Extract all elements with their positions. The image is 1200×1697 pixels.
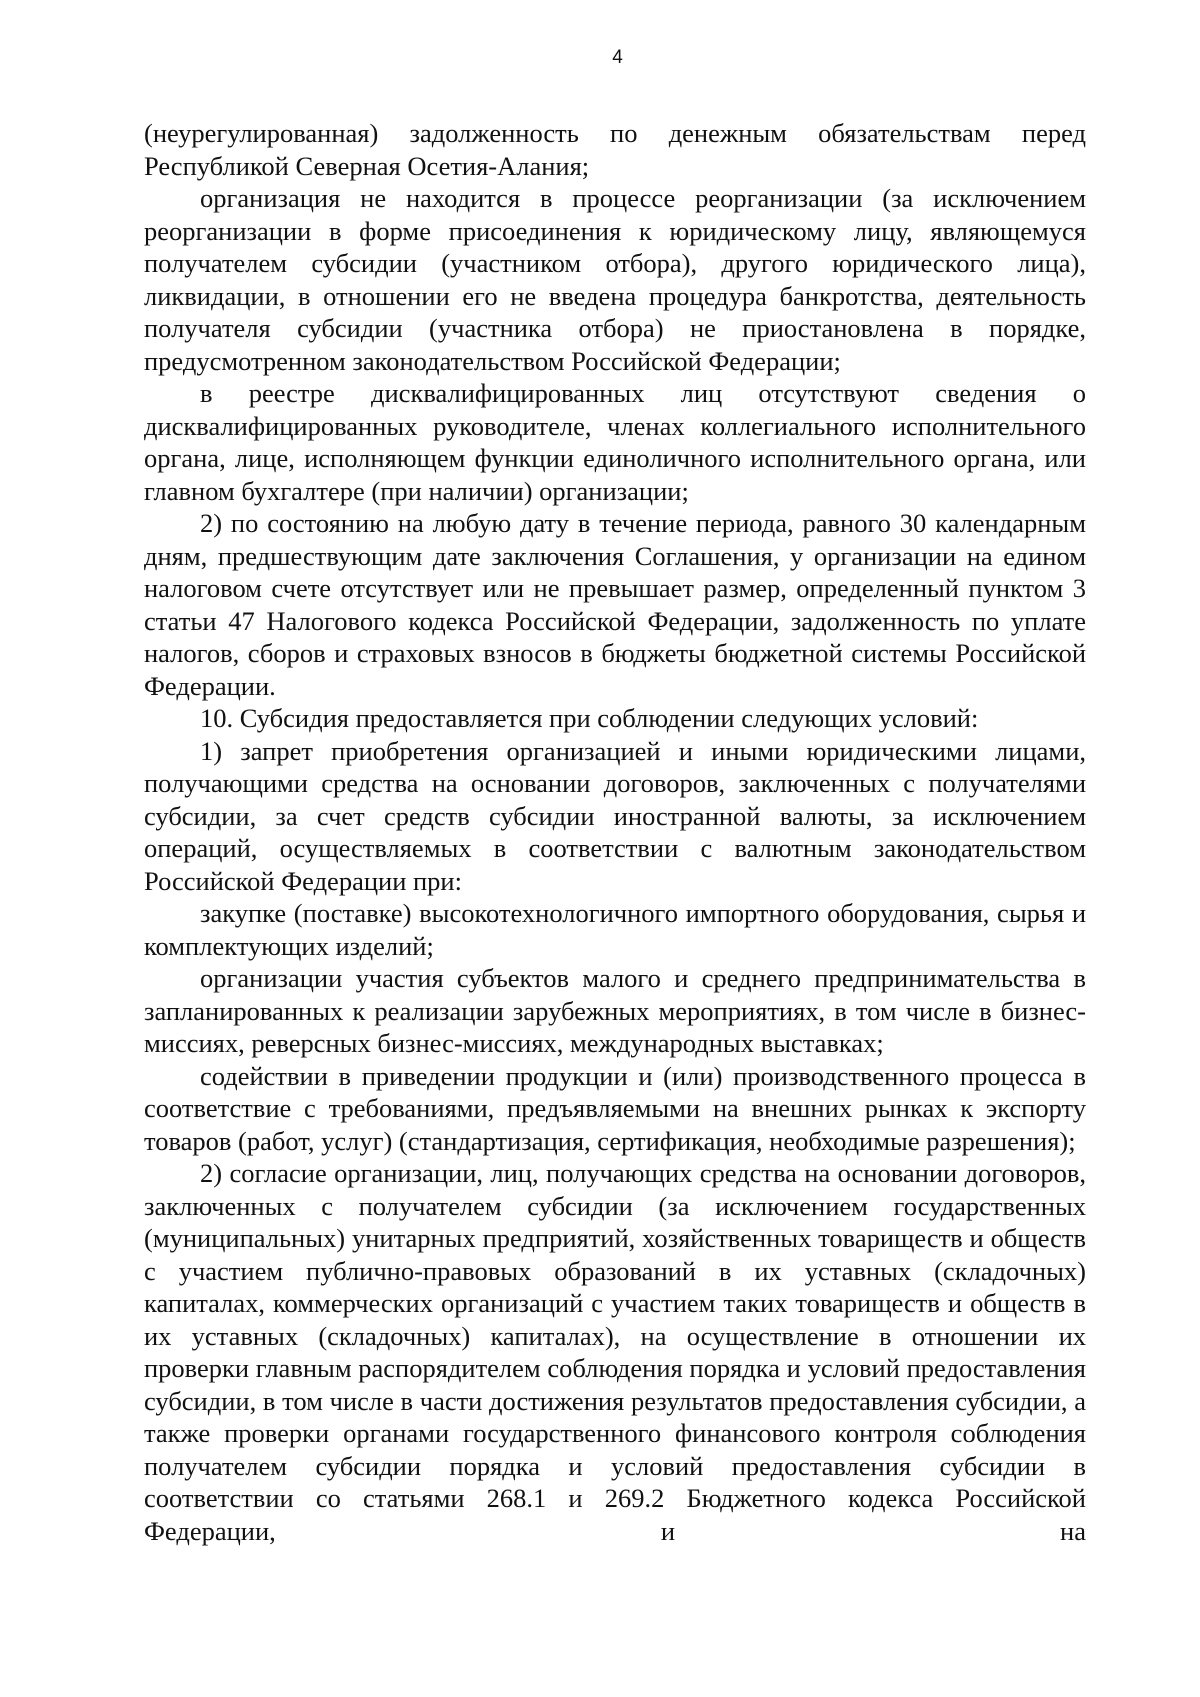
paragraph-product-compliance: содействии в приведении продукции и (или) производственного процесса в соответствие с требованиями, предъявляемыми на внешних рынках к экспорту товаров (работ, услуг) (стандартизация, сертификация, необходимые разрешения); [144, 1060, 1086, 1156]
paragraph-section-10-heading: 10. Субсидия предоставляется при соблюдении следующих условий: [200, 703, 979, 733]
paragraph-currency-ban: 1) запрет приобретения организацией и иными юридическими лицами, получающими средства на основании договоров, заключенных с получателями субсидии, за счет средств субсидии иностранной валюты, за исключением операций, осуществляемых в соответствии с валютным законодательством Российской Федерации при: [144, 735, 1086, 896]
paragraph-equipment-purchase: закупке (поставке) высокотехнологичного импортного оборудования, сырья и комплектующих изделий; [144, 898, 1086, 961]
page-number: 4 [612, 47, 623, 68]
paragraph-sme-events: организации участия субъектов малого и среднего предпринимательства в запланированных к реализации зарубежных мероприятиях, в том числе в бизнес-миссиях, реверсных бизнес-миссиях, международных выставках; [144, 963, 1086, 1058]
paragraph-no-reorganization: организация не находится в процессе реорганизации (за исключением реорганизации в форме присоединения к юридическому лицу, являющемуся получателем субсидии (участником отбора), другого юридического лица), ликвидации, в отношении его не введена процедура банкротства, деятельность получателя субсидии (участника отбора) не приостановлена в порядке, предусмотренном законодательством Российской Федерации; [144, 183, 1086, 376]
paragraph-debt-continuation: (неурегулированная) задолженность по денежным обязательствам перед Республикой Северная Осетия-Алания; [144, 118, 1086, 181]
paragraph-tax-account: 2) по состоянию на любую дату в течение периода, равного 30 календарным дням, предшествующим дате заключения Соглашения, у организации на едином налоговом счете отсутствует или не превышает размер, определенный пунктом 3 статьи 47 Налогового кодекса Российской Федерации, задолженность по уплате налогов, сборов и страховых взносов в бюджеты бюджетной системы Российской Федерации. [144, 508, 1086, 701]
paragraph-disqualified-persons: в реестре дисквалифицированных лиц отсутствуют сведения о дисквалифицированных руководителе, членах коллегиального исполнительного органа, лице, исполняющем функции единоличного исполнительного органа, или главном бухгалтере (при наличии) организации; [144, 378, 1086, 506]
paragraph-inspection-consent: 2) согласие организации, лиц, получающих средства на основании договоров, заключенных с получателем субсидии (за исключением государственных (муниципальных) унитарных предприятий, хозяйственных товариществ и обществ с участием публично-правовых образований в их уставных (складочных) капиталах, коммерческих организаций с участием таких товариществ и обществ в их уставных (складочных) капиталах), на осуществление в отношении их проверки главным распорядителем соблюдения порядка и условий предоставления субсидии, в том числе в части достижения результатов предоставления субсидии, а также проверки органами государственного финансового контроля соблюдения получателем субсидии порядка и условий предоставления субсидии в соответствии со статьями 268.1 и 269.2 Бюджетного кодекса Российской Федерации, и на [144, 1158, 1086, 1546]
document-body [144, 117, 1086, 1547]
